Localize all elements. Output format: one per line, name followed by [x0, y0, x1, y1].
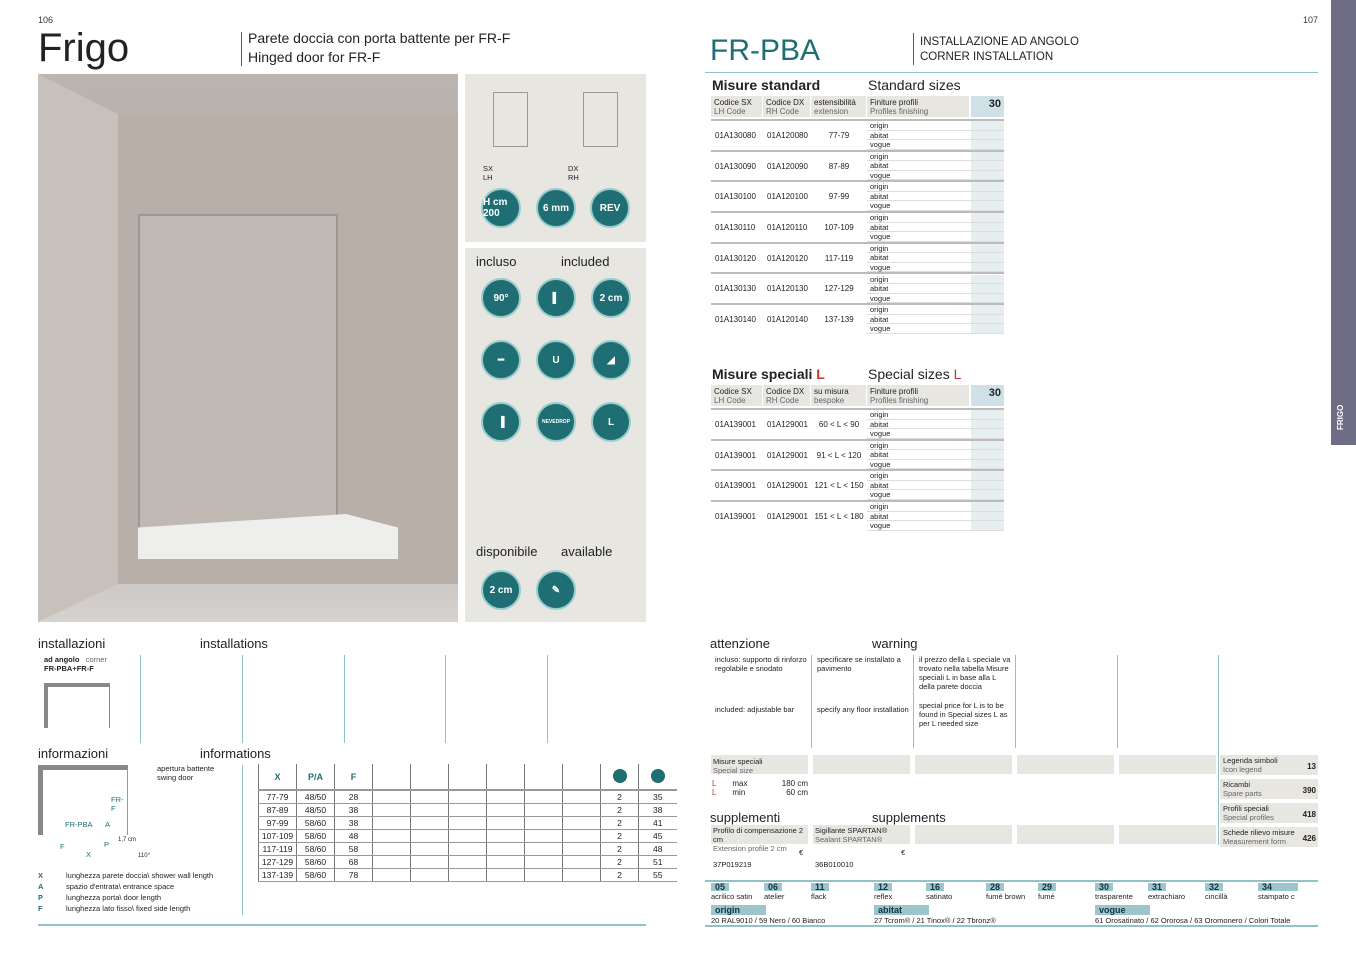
product-photo	[38, 74, 458, 622]
features-panel	[465, 248, 646, 622]
info-row: 107-109 58/60 48 2 45	[259, 829, 677, 842]
tray-icon: ◢	[591, 340, 631, 380]
price-row: 01A139001 01A129001 60 < L < 90 origin abitat vogue	[711, 408, 1004, 439]
info-row: 97-99 58/60 38 2 41	[259, 816, 677, 829]
info-row: 137-139 58/60 78 2 55	[259, 868, 677, 881]
price-row: 01A130090 01A120090 87-89 origin abitat vogue	[711, 150, 1004, 181]
dimension-legend	[38, 870, 213, 914]
included-it: incluso	[476, 254, 517, 269]
hinge-icon: U	[536, 340, 576, 380]
price-row: 01A130080 01A120080 77-79 origin abitat vogue	[711, 119, 1004, 150]
info-col-header: P/A	[297, 764, 335, 790]
page-reference[interactable]: Legenda simboli Icon legend 13	[1220, 755, 1318, 775]
informations-heading-en: informations	[200, 746, 271, 761]
orientation-panel	[465, 74, 646, 242]
glass-option: 06 atelier	[764, 882, 785, 901]
glass-6mm-icon: 6 mm	[536, 188, 576, 228]
glass-option: 12 reflex	[874, 882, 893, 901]
price-row: 01A130140 01A120140 137-139 origin abitat vogue	[711, 303, 1004, 334]
warning-heading-en: warning	[872, 636, 918, 651]
legend-item: P lunghezza porta\ door length	[38, 893, 162, 902]
col-glass-30: 30	[971, 96, 1004, 117]
available-en: available	[561, 544, 613, 559]
standard-price-table	[711, 96, 1004, 334]
special-sizes-title-en: Special sizes L	[868, 366, 962, 382]
height-200-icon: H cm 200	[481, 188, 521, 228]
side-tab[interactable]: FRIGO	[1331, 0, 1356, 445]
supplement-code: 36B010010	[815, 860, 854, 869]
special-size-box: Misure speciali Special size	[711, 755, 808, 774]
price-row: 01A139001 01A129001 91 < L < 120 origin abitat vogue	[711, 439, 1004, 470]
warning-note: incluso: supporto di rinforzo regolabile e snodato included: adjustable bar	[715, 655, 807, 714]
finish-line: origin 20 RAL9010 / 59 Nero / 60 Bianco	[711, 905, 826, 925]
price-row: 01A130130 01A120130 127-129 origin abitat vogue	[711, 272, 1004, 303]
page-reference[interactable]: Schede rilievo misure Measurement form 426	[1220, 827, 1318, 847]
finish-line: vogue 61 Orosatinato / 62 Ororosa / 63 Oromonero / Colori Totale	[1095, 905, 1291, 925]
diagram-p: P	[104, 840, 110, 849]
sx-drawing	[493, 92, 528, 147]
info-diagram: FR-F FR-PBA A	[38, 765, 128, 835]
supplements-heading-en: supplements	[872, 810, 946, 825]
currency: €	[901, 848, 906, 857]
swing-door-label: apertura battente swing door	[157, 764, 215, 782]
price-row: 01A139001 01A129001 151 < L < 180 origin abitat vogue	[711, 500, 1004, 531]
col-extension: estensibilità extension	[811, 96, 866, 117]
warning-note: specificare se installato a pavimento specify any floor installation	[817, 655, 909, 714]
price-row: 01A139001 01A129001 121 < L < 150 origin abitat vogue	[711, 469, 1004, 500]
col-extension: su misura bespoke	[811, 385, 866, 406]
page-reference[interactable]: Ricambi Spare parts 390	[1220, 779, 1318, 799]
compensation-2cm-icon: 2 cm	[591, 278, 631, 318]
special-sizes-title: Misure speciali L	[712, 366, 825, 382]
price-row: 01A130110 01A120110 107-109 origin abitat vogue	[711, 211, 1004, 242]
diagram-deg: 110°	[138, 853, 150, 859]
dx-label: DX RH	[568, 164, 579, 182]
install-type-it: INSTALLAZIONE AD ANGOLO	[920, 36, 1079, 48]
installations-heading: installazioni	[38, 636, 106, 651]
price-row: 01A130100 01A120100 97-99 origin abitat vogue	[711, 180, 1004, 211]
glass-option: 29 fumé	[1038, 882, 1055, 901]
special-size-limits: L max 180 cm L min 60 cm	[712, 779, 808, 797]
col-finishing: Finiture profili Profiles finishing	[867, 385, 969, 406]
glass-option: 34 stampato c	[1258, 883, 1298, 901]
glass-option: 32 cincillà	[1205, 882, 1228, 901]
info-table	[258, 764, 677, 882]
glass-option: 28 fumé brown	[986, 882, 1026, 901]
glass-option: 31 extrachiaro	[1148, 882, 1186, 901]
standard-sizes-title: Misure standard	[712, 77, 821, 93]
install-diagram	[44, 683, 110, 728]
profile-icon: ▌	[536, 278, 576, 318]
sealant-icon: ✎	[536, 570, 576, 610]
info-row: 117-119 58/60 58 2 48	[259, 842, 677, 855]
col-code-sx: Codice SX LH Code	[711, 385, 762, 406]
diagram-cm: 1,7 cm	[118, 837, 137, 843]
available-it: disponibile	[476, 544, 538, 559]
special-price-table	[711, 385, 1004, 531]
supplement-code: 37P019219	[713, 860, 752, 869]
col-code-sx: Codice SX LH Code	[711, 96, 762, 117]
info-row: 87-89 48/50 38 2 38	[259, 803, 677, 816]
glass-option: 05 acrilico satin	[711, 882, 753, 901]
nevedrop-icon: NEVEDROP	[536, 402, 576, 442]
page-number: 106	[38, 15, 54, 25]
compensation-2cm-icon: 2 cm	[481, 570, 521, 610]
included-en: included	[561, 254, 610, 269]
supplements-heading: supplementi	[710, 810, 781, 825]
dx-drawing	[583, 92, 618, 147]
col-glass-30: 30	[971, 385, 1004, 406]
page-number-right: 107	[1303, 15, 1319, 25]
handle-icon: ▐	[481, 402, 521, 442]
info-col-header: F	[335, 764, 373, 790]
hinge-count-icon	[601, 764, 639, 790]
reversible-icon: REV	[590, 188, 630, 228]
extension-l-icon: L	[591, 402, 631, 442]
col-finishing: Finiture profili Profiles finishing	[867, 96, 969, 117]
finish-line: abitat 27 Tcrom® / 21 Tinox® / 22 Tbronz®	[874, 905, 996, 925]
angle-90-icon: 90°	[481, 278, 521, 318]
installations-heading-en: installations	[200, 636, 268, 651]
informations-heading: informazioni	[38, 746, 109, 761]
legend-item: F lunghezza lato fisso\ fixed side length	[38, 904, 191, 913]
standard-sizes-title-en: Standard sizes	[868, 77, 961, 93]
weight-icon	[639, 764, 677, 790]
supplement-box: Sigillante SPARTAN® Sealant SPARTAN®	[813, 825, 910, 844]
info-row: 127-129 58/60 68 2 51	[259, 855, 677, 868]
supplement-box: Profilo di compensazione 2 cm Extension profile 2 cm	[711, 825, 808, 844]
legend-item: A spazio d'entrata\ entrance space	[38, 882, 175, 891]
info-col-header: X	[259, 764, 297, 790]
glass-option: 11 flack	[811, 883, 829, 901]
info-row: 77-79 48/50 28 2 35	[259, 790, 677, 803]
legend-item: X lunghezza parete doccia\ shower wall length	[38, 871, 214, 880]
subtitle-en: Hinged door for FR-F	[248, 49, 381, 65]
subtitle-it: Parete doccia con porta battente per FR-F	[248, 30, 511, 46]
bar-icon: ━	[481, 340, 521, 380]
brand-title: Frigo	[38, 26, 130, 70]
diagram-x: X	[86, 850, 92, 859]
glass-option: 16 satinato	[926, 882, 953, 901]
price-row: 01A130120 01A120120 117-119 origin abitat vogue	[711, 242, 1004, 273]
warning-note: il prezzo della L speciale va trovato nella tabella Misure speciali L in base alla L della parete doccia special price for L is to be found in Special sizes L as per L needed size	[919, 655, 1011, 728]
sx-label: SX LH	[483, 164, 494, 182]
glass-option: 30 trasparente	[1095, 882, 1133, 901]
col-code-dx: Codice DX RH Code	[763, 385, 810, 406]
page-reference[interactable]: Profili speciali Special profiles 418	[1220, 803, 1318, 823]
model-title: FR-PBA	[710, 34, 821, 67]
warning-heading: attenzione	[710, 636, 770, 651]
col-code-dx: Codice DX RH Code	[763, 96, 810, 117]
currency: €	[799, 848, 804, 857]
diagram-f: F	[60, 842, 65, 851]
install-type-en: CORNER INSTALLATION	[920, 51, 1054, 63]
install-corner: ad angolo corner FR-PBA+FR-F	[44, 655, 107, 673]
